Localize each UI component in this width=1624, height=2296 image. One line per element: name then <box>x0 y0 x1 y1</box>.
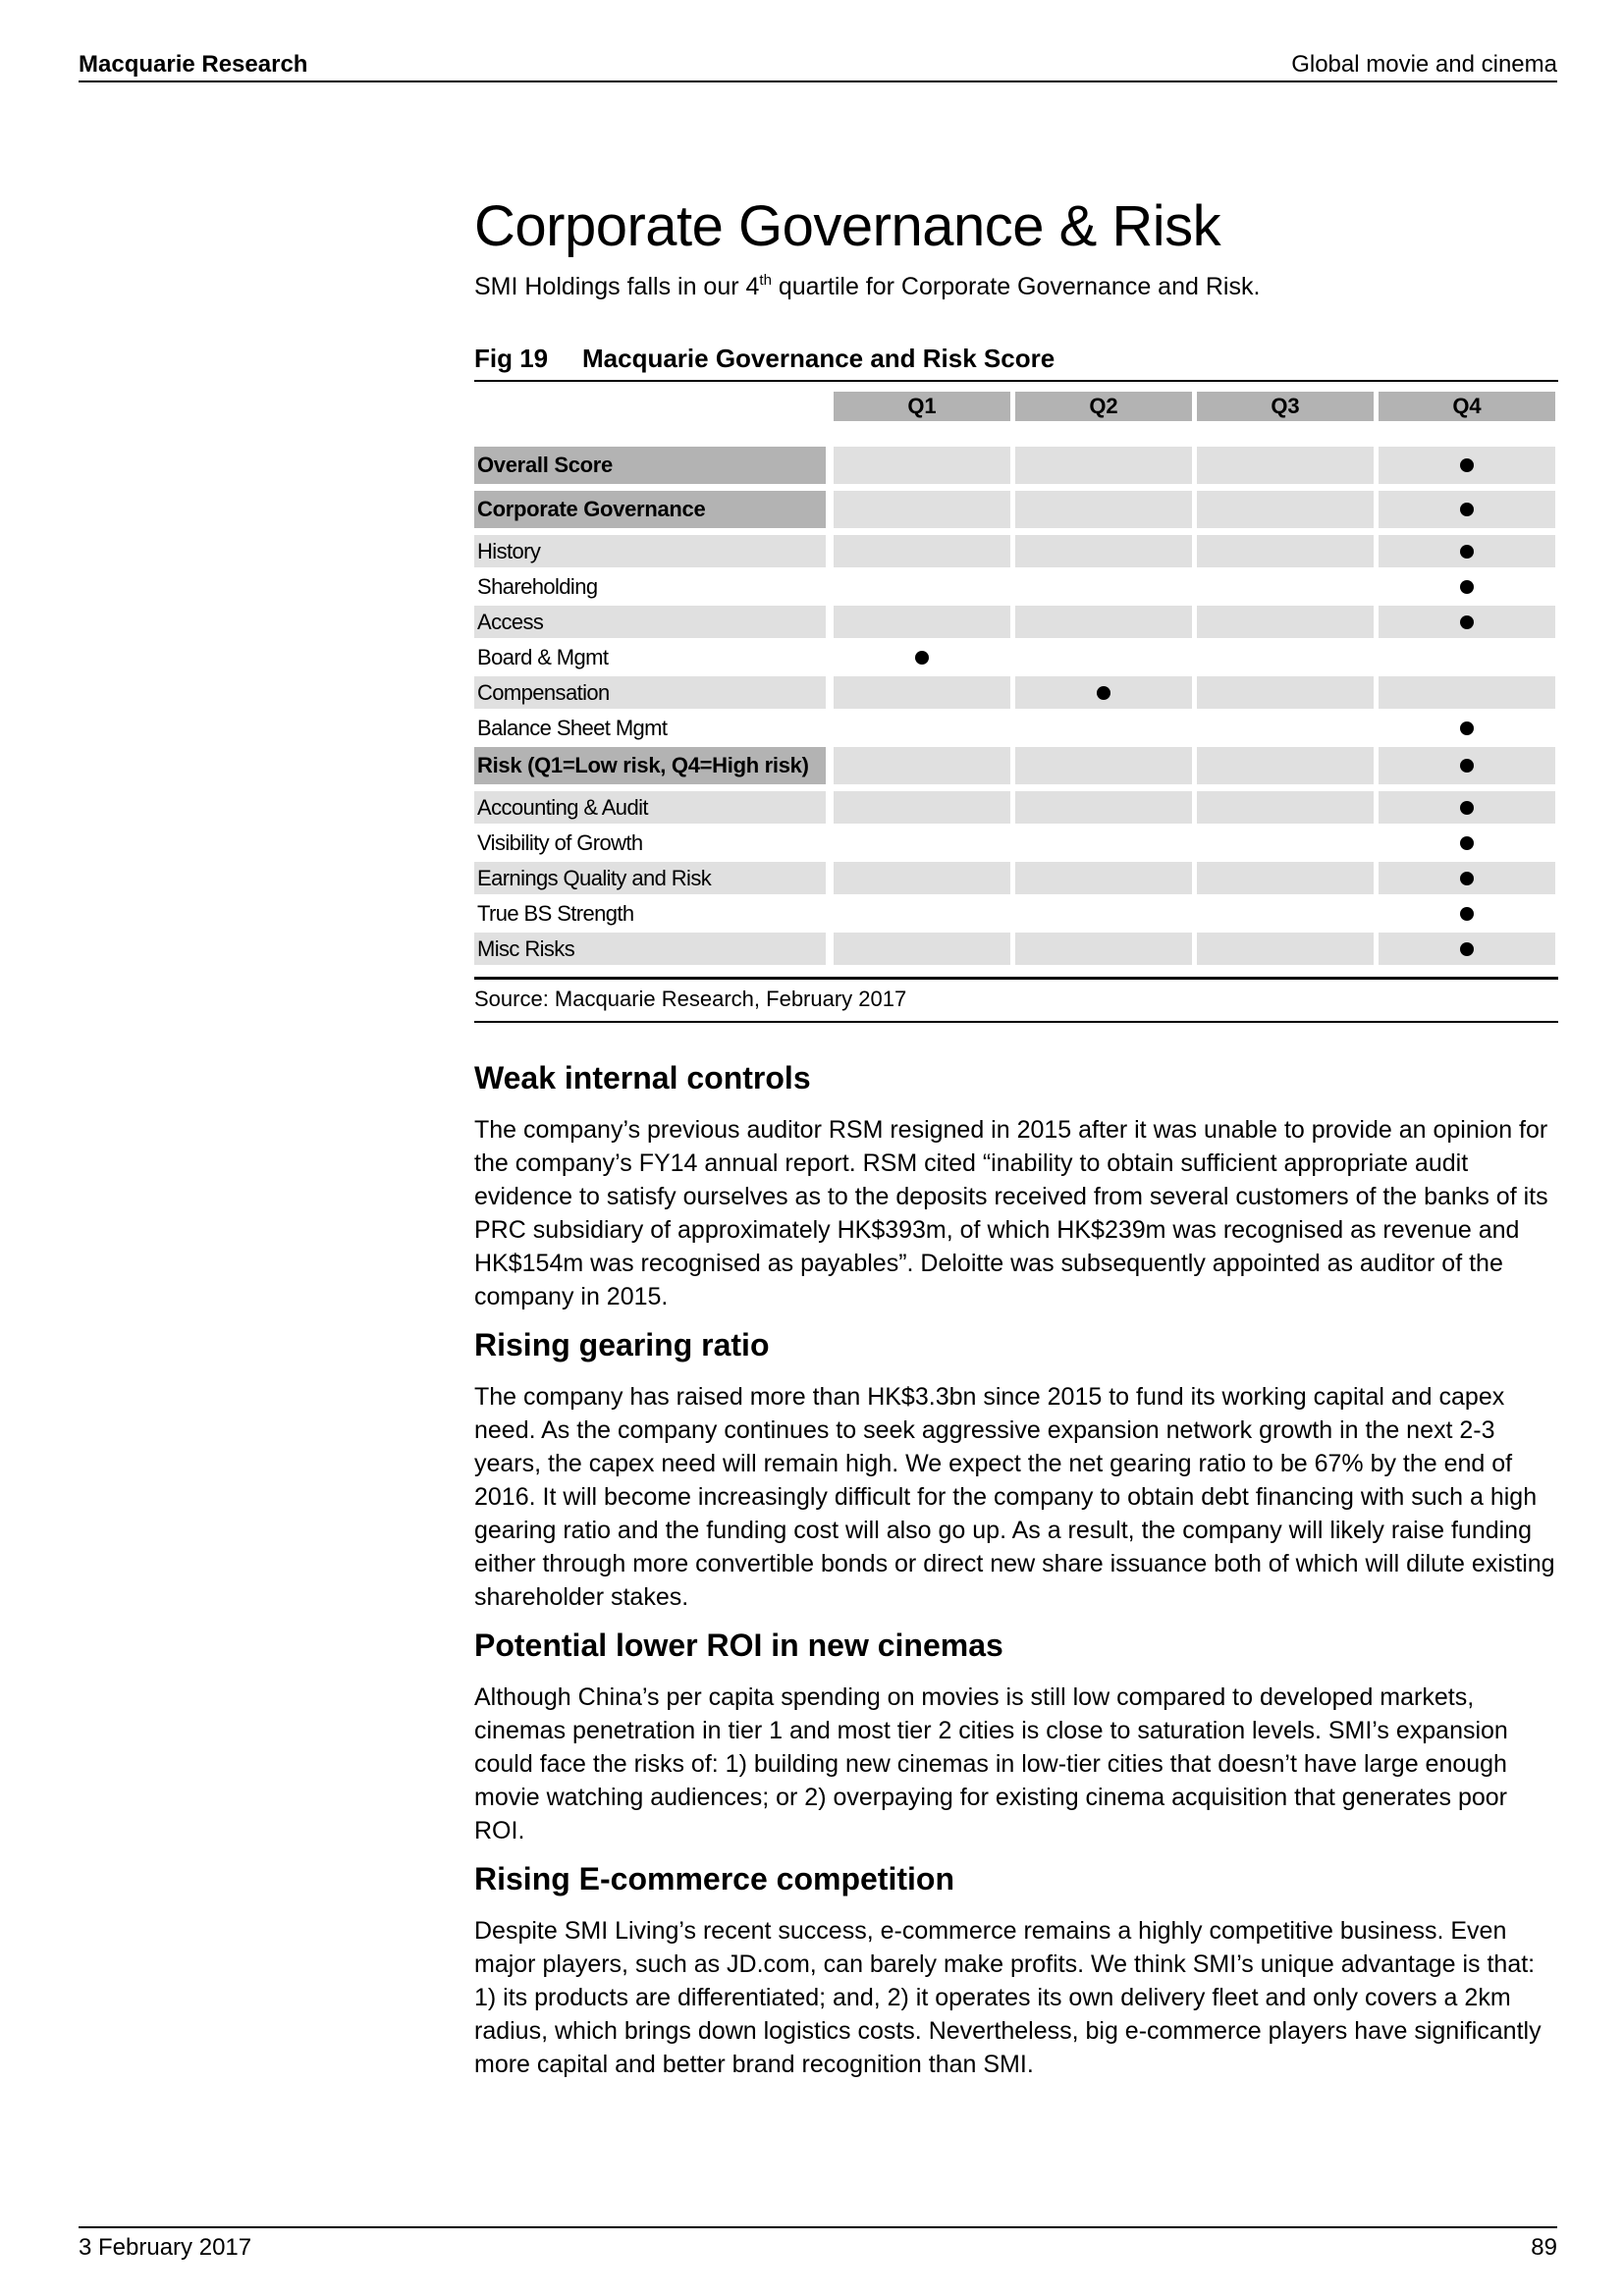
score-cell-q3 <box>1197 933 1374 965</box>
score-cell-q4 <box>1379 491 1555 528</box>
score-cell-q3 <box>1197 791 1374 824</box>
score-row <box>474 791 1558 824</box>
score-cell-q1 <box>834 606 1010 638</box>
figure-source: Source: Macquarie Research, February 2017 <box>474 987 907 1011</box>
header-report-title: Global movie and cinema <box>1291 51 1557 78</box>
score-cell-q2 <box>1015 606 1192 638</box>
score-cell-q1 <box>834 641 1010 673</box>
score-row <box>474 747 1558 784</box>
section-body-internal-controls: The company’s previous auditor RSM resigned in 2015 after it was unable to provide an opinion for the company’s FY14 annual report. RSM cited “inability to obtain sufficient appropriate audit evidence to satisfy ourselves as to the deposits received from several customers of the banks of its PRC subsidiary of approximately HK$393m, of which HK$239m was recognised as revenue and HK$154m was recognised as payables”. Deloitte was subsequently appointed as auditor of the company in 2015. <box>474 1116 1548 1310</box>
subtitle-superscript: th <box>759 272 772 289</box>
figure-title <box>474 343 1558 374</box>
quartile-header-q4: Q4 <box>1379 392 1555 421</box>
score-row-label: Access <box>474 606 826 638</box>
score-row-label: Visibility of Growth <box>477 829 643 855</box>
score-cell-q1 <box>834 491 1010 528</box>
score-row <box>474 827 1558 859</box>
score-marker-dot <box>1460 615 1474 629</box>
score-cell-q3 <box>1197 862 1374 894</box>
score-cell-q2 <box>1015 862 1192 894</box>
figure-top-rule <box>474 380 1558 382</box>
score-cell-q1 <box>834 676 1010 709</box>
quartile-header-q1: Q1 <box>834 392 1010 421</box>
score-grid <box>474 447 1558 965</box>
score-cell-q2 <box>1015 933 1192 965</box>
quartile-header-q2: Q2 <box>1015 392 1192 421</box>
footer-page-number: 89 <box>1531 2234 1557 2261</box>
score-cell-q1 <box>834 862 1010 894</box>
score-row-label: Shareholding <box>477 573 598 599</box>
header-rule <box>79 80 1557 82</box>
score-marker-dot <box>1460 545 1474 559</box>
score-marker-dot <box>1460 721 1474 735</box>
section-heading-gearing-ratio: Rising gearing ratio <box>474 1327 770 1362</box>
score-cell-q3 <box>1197 447 1374 484</box>
score-row-label: History <box>474 535 826 567</box>
score-row <box>474 570 1558 603</box>
score-cell-q1 <box>834 791 1010 824</box>
footer-rule <box>79 2226 1557 2228</box>
score-cell-q3 <box>1197 570 1374 603</box>
score-cell-q1 <box>834 933 1010 965</box>
score-marker-dot <box>1460 759 1474 773</box>
score-cell-q4 <box>1379 747 1555 784</box>
score-cell-q4 <box>1379 791 1555 824</box>
subtitle-text-before: SMI Holdings falls in our 4 <box>474 273 760 300</box>
score-marker-dot <box>915 651 929 665</box>
page-title: Corporate Governance & Risk <box>474 194 1221 258</box>
score-cell-q2 <box>1015 491 1192 528</box>
score-marker-dot <box>1460 872 1474 885</box>
score-row <box>474 676 1558 709</box>
score-cell-q4 <box>1379 712 1555 744</box>
figure-caption: Macquarie Governance and Risk Score <box>582 344 1056 373</box>
score-marker-dot <box>1460 836 1474 850</box>
section-heading-internal-controls: Weak internal controls <box>474 1060 811 1095</box>
score-cell-q4 <box>1379 570 1555 603</box>
score-row-label: Misc Risks <box>474 933 826 965</box>
section-heading-lower-roi: Potential lower ROI in new cinemas <box>474 1628 1003 1663</box>
quartile-header-q3: Q3 <box>1197 392 1374 421</box>
score-cell-q4 <box>1379 535 1555 567</box>
score-cell-q1 <box>834 535 1010 567</box>
figure-bottom-rule <box>474 977 1558 980</box>
score-cell-q4 <box>1379 676 1555 709</box>
score-row <box>474 862 1558 894</box>
score-marker-dot <box>1460 907 1474 921</box>
score-row <box>474 447 1558 484</box>
score-row-label: Corporate Governance <box>474 491 826 528</box>
quartile-header-row <box>474 392 1558 421</box>
page-subtitle <box>474 270 1558 303</box>
score-cell-q4 <box>1379 862 1555 894</box>
section-body-lower-roi: Although China’s per capita spending on movies is still low compared to developed markets, cinemas penetration in tier 1 and most tier 2 cities is close to saturation levels. SMI’s expansion could face the risks of: 1) building new cinemas in low-tier cities that doesn’t have large enough movie watching audiences; or 2) overpaying for existing cinema acquisition that generates poor ROI. <box>474 1683 1508 1844</box>
score-cell-q1 <box>834 747 1010 784</box>
score-marker-dot <box>1460 942 1474 956</box>
score-row <box>474 606 1558 638</box>
score-cell-q3 <box>1197 676 1374 709</box>
score-marker-dot <box>1460 458 1474 472</box>
score-cell-q3 <box>1197 712 1374 744</box>
score-cell-q3 <box>1197 641 1374 673</box>
score-cell-q2 <box>1015 676 1192 709</box>
score-cell-q2 <box>1015 747 1192 784</box>
score-cell-q3 <box>1197 827 1374 859</box>
score-row <box>474 712 1558 744</box>
score-cell-q2 <box>1015 447 1192 484</box>
score-cell-q3 <box>1197 491 1374 528</box>
score-cell-q4 <box>1379 897 1555 930</box>
score-row-label: Overall Score <box>474 447 826 484</box>
score-cell-q3 <box>1197 535 1374 567</box>
score-cell-q1 <box>834 570 1010 603</box>
subtitle-text-after: quartile for Corporate Governance and Risk. <box>771 273 1261 300</box>
score-cell-q2 <box>1015 827 1192 859</box>
score-cell-q2 <box>1015 641 1192 673</box>
section-heading-ecommerce-competition: Rising E-commerce competition <box>474 1861 954 1896</box>
score-cell-q1 <box>834 447 1010 484</box>
score-cell-q2 <box>1015 570 1192 603</box>
score-cell-q4 <box>1379 447 1555 484</box>
source-rule <box>474 1021 1558 1023</box>
score-row <box>474 491 1558 528</box>
score-cell-q4 <box>1379 606 1555 638</box>
score-marker-dot <box>1460 503 1474 516</box>
figure-number: Fig 19 <box>474 344 549 373</box>
score-row <box>474 933 1558 965</box>
score-row-label: True BS Strength <box>477 900 634 926</box>
score-row <box>474 897 1558 930</box>
score-cell-q1 <box>834 827 1010 859</box>
score-marker-dot <box>1460 801 1474 815</box>
score-row-label: Earnings Quality and Risk <box>474 862 826 894</box>
score-cell-q3 <box>1197 606 1374 638</box>
score-cell-q1 <box>834 712 1010 744</box>
main-content <box>474 191 1558 2081</box>
score-row-label: Compensation <box>474 676 826 709</box>
footer-date: 3 February 2017 <box>79 2234 252 2261</box>
score-cell-q2 <box>1015 897 1192 930</box>
score-row <box>474 535 1558 567</box>
score-cell-q4 <box>1379 933 1555 965</box>
score-cell-q3 <box>1197 747 1374 784</box>
score-marker-dot <box>1460 580 1474 594</box>
score-cell-q4 <box>1379 827 1555 859</box>
score-cell-q3 <box>1197 897 1374 930</box>
score-row-label: Accounting & Audit <box>474 791 826 824</box>
score-cell-q2 <box>1015 535 1192 567</box>
score-cell-q2 <box>1015 712 1192 744</box>
score-cell-q2 <box>1015 791 1192 824</box>
score-row <box>474 641 1558 673</box>
section-body-gearing-ratio: The company has raised more than HK$3.3bn since 2015 to fund its working capital and capex need. As the company continues to seek aggressive expansion network growth in the next 2-3 years, the capex need will remain high. We expect the net gearing ratio to be 67% by the end of 2016. It will become increasingly difficult for the company to obtain debt financing with such a high gearing ratio and the funding cost will also go up. As a result, the company will likely raise funding either through more convertible bonds or direct new share issuance both of which will dilute existing shareholder stakes. <box>474 1383 1555 1611</box>
score-row-label: Risk (Q1=Low risk, Q4=High risk) <box>474 747 826 784</box>
section-body-ecommerce-competition: Despite SMI Living’s recent success, e-commerce remains a highly competitive business. Even major players, such as JD.com, can barely make profits. We think SMI’s unique advantage is that: 1) its products are differentiated; and, 2) it operates its own delivery fleet and only covers a 2km radius, which brings down logistics costs. Nevertheless, big e-commerce players have significantly more capital and better brand recognition than SMI. <box>474 1917 1542 2078</box>
score-cell-q4 <box>1379 641 1555 673</box>
quartile-header-spacer <box>474 392 834 421</box>
score-marker-dot <box>1097 686 1110 700</box>
score-row-label: Balance Sheet Mgmt <box>477 715 668 740</box>
header-publisher: Macquarie Research <box>79 51 308 78</box>
score-row-label: Board & Mgmt <box>477 644 609 669</box>
score-cell-q1 <box>834 897 1010 930</box>
